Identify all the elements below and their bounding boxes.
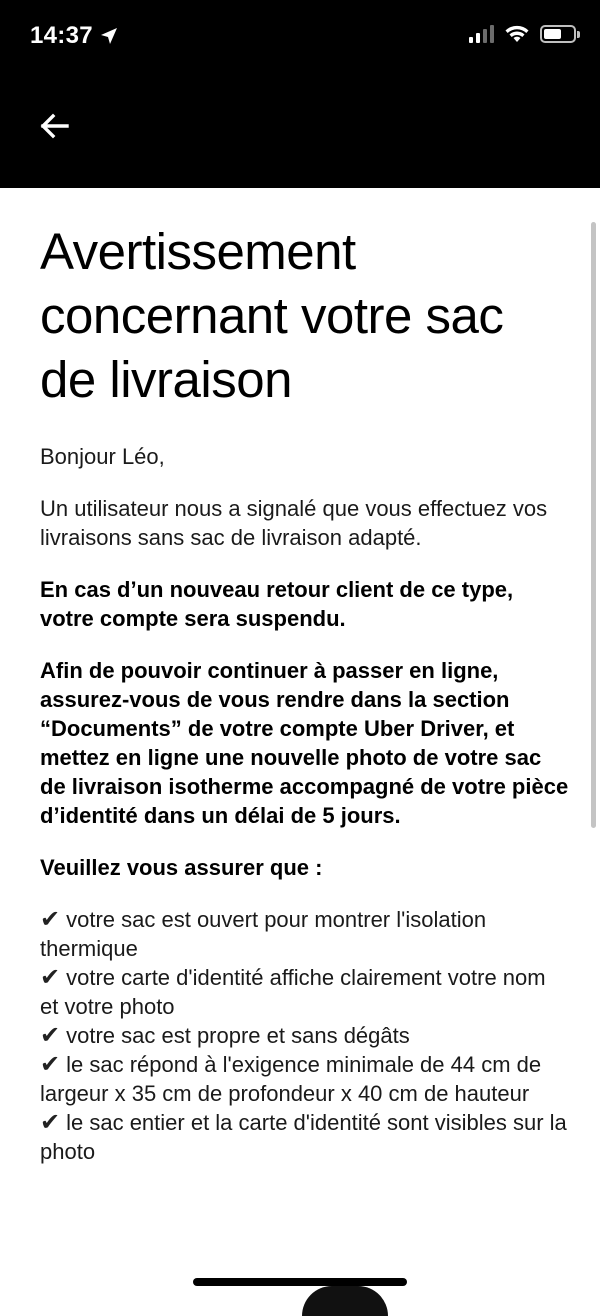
list-item: ✔ votre sac est ouvert pour montrer l'isolation thermique — [40, 906, 487, 961]
list-item: ✔ votre sac est propre et sans dégâts — [40, 1022, 410, 1049]
status-time-text: 14:37 — [30, 22, 93, 49]
page-title: Avertissement concernant votre sac de livraison — [40, 223, 504, 408]
check-mark-icon: ✔ — [40, 906, 61, 933]
header-bar — [0, 0, 600, 188]
location-arrow-icon — [99, 26, 119, 46]
list-item: ✔ votre carte d'identité affiche clairement votre nom et votre photo — [40, 964, 546, 1019]
check-mark-icon: ✔ — [40, 1109, 61, 1136]
check-mark-icon: ✔ — [40, 964, 61, 991]
check-mark-icon: ✔ — [40, 1051, 61, 1078]
checklist-title: Veuillez vous assurer que : — [40, 855, 323, 880]
arrow-left-icon — [39, 113, 69, 139]
cellular-signal-icon — [469, 25, 494, 43]
status-icons — [469, 24, 576, 44]
list-item: ✔ le sac entier et la carte d'identité sont visibles sur la photo — [40, 1109, 567, 1164]
warning-text: En cas d’un nouveau retour client de ce type, votre compte sera suspendu. — [40, 577, 514, 631]
check-mark-icon: ✔ — [40, 1022, 61, 1049]
intro-text: Un utilisateur nous a signalé que vous effectuez vos livraisons sans sac de livraison adapté. — [40, 496, 548, 550]
message-content — [40, 190, 570, 1166]
greeting-text: Bonjour Léo, — [40, 444, 165, 469]
instruction-text: Afin de pouvoir continuer à passer en ligne, assurez-vous de vous rendre dans la section “Documents” de votre compte Uber Driver, et mettez en ligne une nouvelle photo de votre sac de livraison isotherme accompagné de votre pièce d’identité dans un délai de 5 jours. — [40, 658, 569, 828]
status-time — [30, 22, 119, 50]
home-indicator[interactable] — [193, 1278, 407, 1286]
wifi-icon — [504, 24, 530, 44]
requirements-list — [40, 905, 570, 1166]
back-button[interactable] — [34, 106, 74, 146]
scrollbar[interactable] — [591, 222, 596, 828]
list-item: ✔ le sac répond à l'exigence minimale de 44 cm de largeur x 35 cm de profondeur x 40 cm de hauteur — [40, 1051, 542, 1106]
battery-icon — [540, 25, 576, 43]
floating-button-edge[interactable] — [302, 1286, 388, 1316]
